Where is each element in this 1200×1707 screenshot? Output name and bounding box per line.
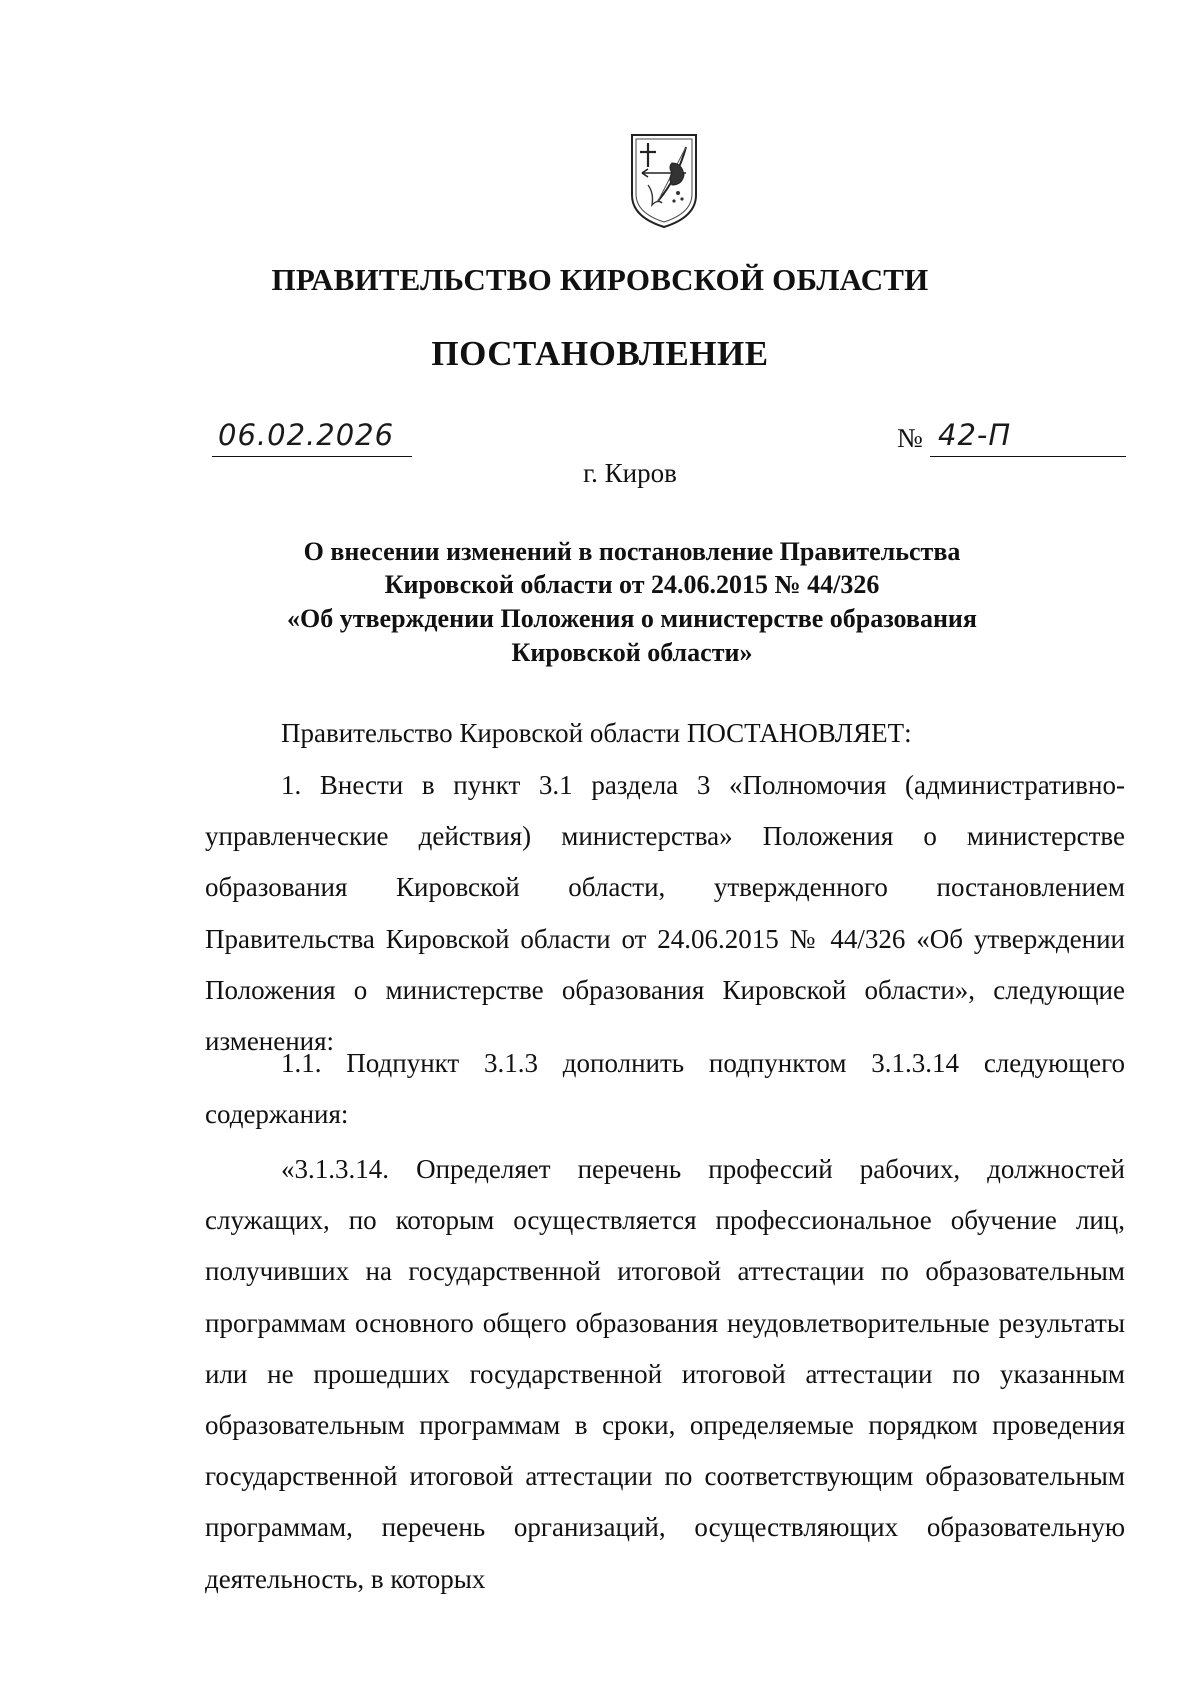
decree-title-line-3: «Об утверждении Положения о министерстве образования xyxy=(287,604,977,633)
paragraph-1: 1. Внести в пункт 3.1 раздела 3 «Полномочия (административно-управленческие действия) министерства» Положения о министерстве образования Кировской области, утвержденного постановлением Правительства Кировской области от 24.06.2015 № 44/326 «Об утверждении Положения о министерстве образования Кировской области», следующие изменения: xyxy=(205,770,1125,1057)
date-field xyxy=(212,418,412,457)
paragraph-1-1: 1.1. Подпункт 3.1.3 дополнить подпунктом 3.1.3.14 следующего содержания: xyxy=(205,1048,1125,1130)
paragraph-3-1-3-14: «3.1.3.14. Определяет перечень профессий рабочих, должностей служащих, по которым осуществляется профессиональное обучение лиц, получивших на государственной итоговой аттестации по образовательным программам основного общего образования неудовлетворительные результаты или не прошедших государственной итоговой аттестации по указанным образовательным программам в сроки, определяемые порядком проведения государственной итоговой аттестации по соответствующим образовательным программам, перечень организаций, осуществляющих образовательную деятельность, в которых xyxy=(205,1154,1125,1594)
decree-title-line-2: Кировской области от 24.06.2015 № 44/326 xyxy=(384,570,880,599)
number-sign: № xyxy=(897,423,923,453)
number-field xyxy=(930,418,1126,457)
decree-title-line-1: О внесении изменений в постановление Правительства xyxy=(303,537,961,566)
decree-number: 42-П xyxy=(938,418,1012,452)
city-name: г. Киров xyxy=(583,458,677,488)
kirov-coat-of-arms-icon xyxy=(628,133,700,229)
decree-title-line-4: Кировской области» xyxy=(511,638,753,667)
decree-date: 06.02.2026 xyxy=(218,418,395,452)
document-type-title: ПОСТАНОВЛЕНИЕ xyxy=(431,334,769,373)
resolution-intro: Правительство Кировской области ПОСТАНОВЛЯЕТ: xyxy=(281,718,912,748)
government-name: ПРАВИТЕЛЬСТВО КИРОВСКОЙ ОБЛАСТИ xyxy=(271,262,929,297)
